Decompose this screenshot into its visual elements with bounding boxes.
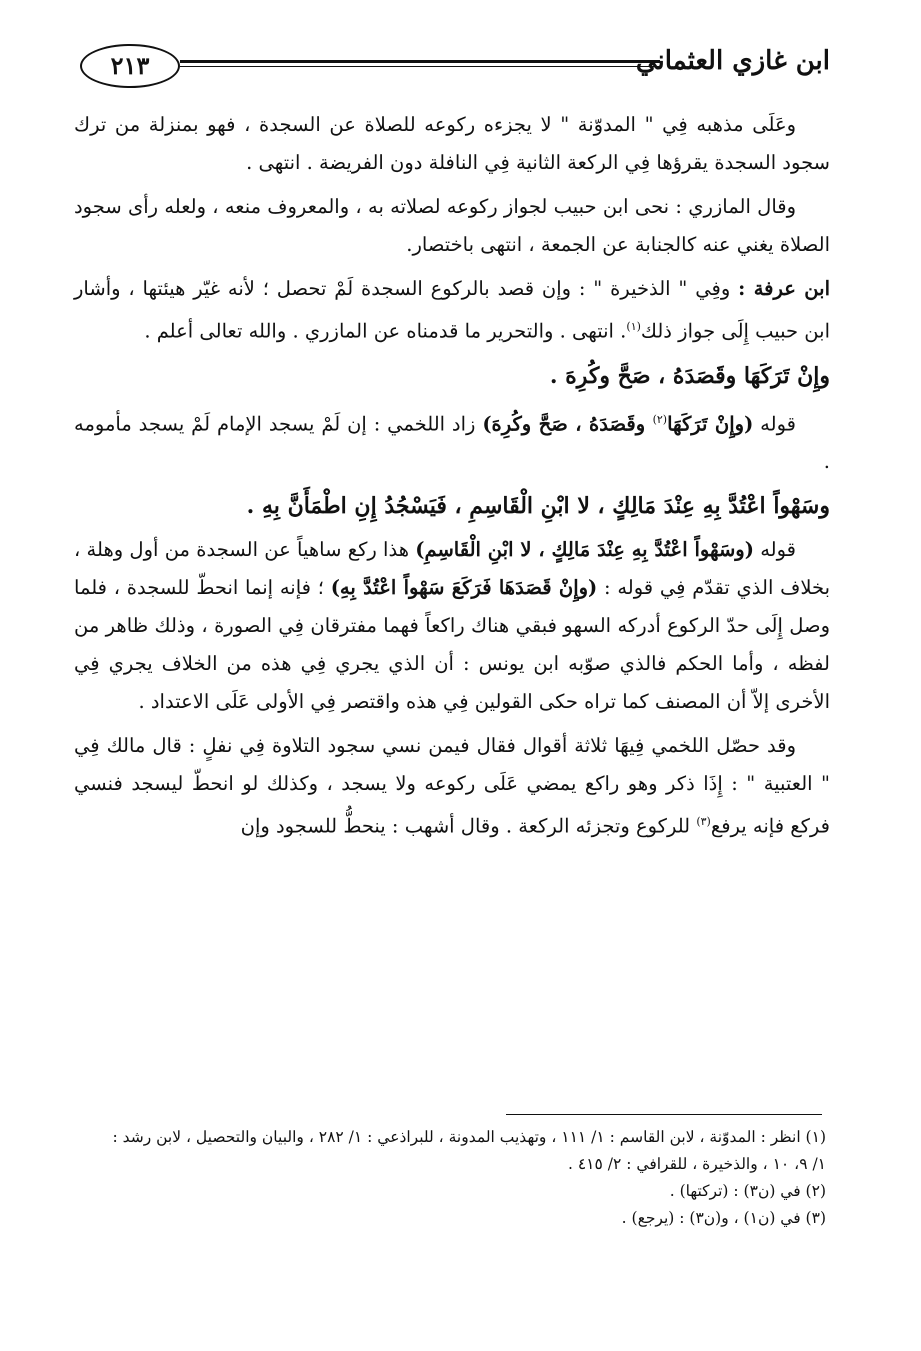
running-title: ابن غازي العثماني	[635, 46, 830, 76]
footnote-ref-3: (٣)	[696, 815, 711, 828]
matn-line-2: وسَهْواً اعْتُدَّ بِهِ عِنْدَ مَالِكٍ ، لا ابْنِ الْقَاسِمِ ، فَيَسْجُدُ إِنِ اطْمَأَنَّ بِهِ .	[246, 493, 830, 519]
paragraph-4	[74, 401, 830, 482]
body-text	[74, 106, 830, 852]
header-rule	[180, 60, 660, 63]
paragraph-3	[74, 270, 830, 351]
footnote-separator	[506, 1114, 822, 1115]
paragraph-5	[74, 531, 830, 721]
paragraph-3-text-a: وفِي " الذخيرة " : وإن قصد بالركوع السجدة لَمْ تحصل ؛ لأنه غيّر هيئتها ، وأشار ابن حبيب إِلَى جواز ذلك	[74, 277, 830, 343]
page-number: ٢١٣	[80, 44, 180, 88]
paragraph-4-text-a: قوله	[753, 412, 796, 435]
matn-line-1: وإِنْ تَرَكَهَا وقَصَدَهُ ، صَحَّ وكُرِهَ .	[549, 362, 830, 389]
paragraph-6	[74, 727, 830, 846]
paragraph-6-text-a: وقد حصّل اللخمي فِيهَا ثلاثة أقوال فقال فيمن نسي سجود التلاوة فِي نفلٍ : قال مالك فِي " العتبية " : إِذَا ذكر وهو راكع يمضي عَلَى ركوعه ولا يسجد ، وكذلك لو انحطّ ليسجد فنسي فركع فإنه يرفع	[74, 734, 830, 838]
footnote-3: (٣) في (ن١) ، و(ن٣) : (يرجع) .	[621, 1209, 826, 1227]
paragraph-5-text-c: ؛ فإنه إنما انحطّ للسجدة ، فلما وصل إِلَى حدّ الركوع أدركه السهو فبقي هناك راكعاً فهما مفترقان فِي الصورة ، وذلك ظاهر من لفظه ، وأما الحكم فالذي صوّبه ابن يونس : أن الذي يجري فِي هذه من الخلاف يجري فِي الأخرى إلاّ أن المصنف كما تراه حكى القولين فِي هذه واقتصر فِي الأولى عَلَى الاعتداد .	[74, 576, 830, 713]
paragraph-4-text-b: زاد اللخمي : إن لَمْ يسجد الإمام لَمْ يسجد مأمومه .	[74, 412, 830, 473]
paragraph-5-quote-2: (وإِنْ قَصَدَهَا فَرَكَعَ سَهْواً اعْتُدَّ بِهِ)	[330, 576, 598, 599]
paragraph-5-text-b: هذا ركع ساهياً عن السجدة من أول وهلة ، بخلاف الذي تقدّم فِي قوله :	[74, 538, 831, 599]
footnote-ref-1: (١)	[626, 320, 641, 333]
paragraph-3-text-b: . انتهى . والتحرير ما قدمناه عن المازري . والله تعالى أعلم .	[144, 319, 627, 343]
paragraph-2: وقال المازري : نحى ابن حبيب لجواز ركوعه لصلاته به ، والمعروف منعه ، ولعله رأى سجود الصلاة يغني عنه كالجنابة عن الجمعة ، انتهى باختصار.	[74, 195, 830, 256]
header-rule-thin	[180, 66, 660, 67]
footnote-1-line-1: (١) انظر : المدوّنة ، لابن القاسم : ١/ ١١١ ، وتهذيب المدونة ، للبراذعي : ١/ ٢٨٢ ، والبيان والتحصيل ، لابن رشد :	[112, 1128, 826, 1146]
footnote-1-line-2: ١/ ٩، ١٠ ، والذخيرة ، للقرافي : ٢/ ٤١٥ .	[568, 1155, 826, 1173]
footnote-ref-2: (٢)	[652, 412, 668, 426]
paragraph-4-quote-1: (وإِنْ تَرَكَهَا	[667, 412, 754, 435]
paragraph-5-quote-1: (وسَهْواً اعْتُدَّ بِهِ عِنْدَ مَالِكٍ ، لا ابْنِ الْقَاسِمِ)	[415, 538, 754, 561]
page-header	[80, 44, 830, 88]
footnote-2: (٢) في (ن٣) : (تركتها) .	[669, 1182, 826, 1200]
paragraph-6-text-b: للركوع وتجزئه الركعة . وقال أشهب : ينحطُّ للسجود وإن	[240, 814, 697, 838]
paragraph-3-lead: ابن عرفة :	[738, 277, 830, 300]
footnotes	[70, 1124, 826, 1232]
paragraph-1: وعَلَى مذهبه فِي " المدوّنة " لا يجزءه ركوعه للصلاة عن السجدة ، فهو بمنزلة من ترك سجود السجدة يقرؤها فِي الركعة الثانية فِي النافلة دون الفريضة . انتهى .	[74, 113, 830, 174]
paragraph-4-quote-2: وقَصَدَهُ ، صَحَّ وكُرِهَ)	[482, 412, 653, 435]
paragraph-5-text-a: قوله	[753, 538, 796, 561]
